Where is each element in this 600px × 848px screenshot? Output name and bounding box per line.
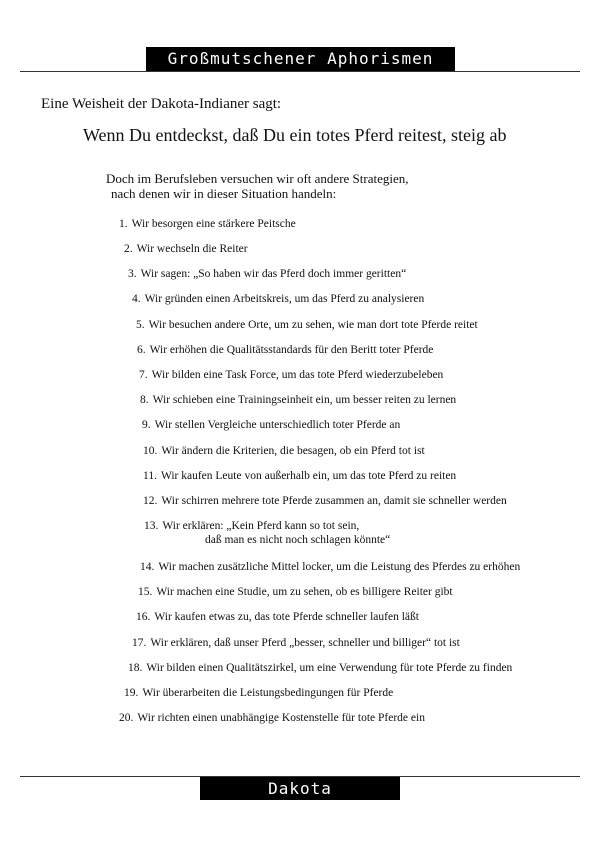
item-text: Wir überarbeiten die Leistungsbedingungen für Pferde	[142, 687, 394, 699]
footer-title: Dakota	[200, 777, 400, 800]
list-item	[132, 636, 460, 650]
item-text: Wir stellen Vergleiche unterschiedlich toter Pferde an	[154, 419, 401, 431]
page-title: Großmutschener Aphorismen	[146, 47, 455, 71]
list-item	[140, 393, 456, 407]
list-item	[119, 217, 296, 231]
item-text: Wir machen eine Studie, um zu sehen, ob es billigere Reiter gibt	[156, 586, 453, 598]
list-item	[142, 418, 400, 432]
list-item	[144, 519, 390, 547]
item-text: Wir besuchen andere Orte, um zu sehen, wie man dort tote Pferde reitet	[148, 319, 478, 331]
item-text: Wir kaufen Leute von außerhalb ein, um das tote Pferd zu reiten	[160, 470, 457, 482]
list-item	[128, 267, 406, 281]
list-item	[132, 292, 424, 306]
item-number: 17.	[132, 637, 147, 649]
item-number: 2.	[124, 243, 133, 255]
item-text: Wir richten einen unabhängige Kostenstelle für tote Pferde ein	[137, 712, 425, 724]
intro-text: Eine Weisheit der Dakota-Indianer sagt:	[41, 96, 282, 112]
item-text: Wir erklären, daß unser Pferd „besser, schneller und billiger“ tot ist	[150, 637, 460, 649]
item-text: Wir schirren mehrere tote Pferde zusammen an, damit sie schneller werden	[161, 495, 507, 507]
item-number: 19.	[124, 687, 139, 699]
item-number: 6.	[137, 344, 146, 356]
item-number: 13.	[144, 520, 159, 532]
dakota-saying: Wenn Du entdeckst, daß Du ein totes Pferd reitest, steig ab	[83, 125, 507, 145]
list-item	[143, 469, 456, 483]
item-text: Wir gründen einen Arbeitskreis, um das Pferd zu analysieren	[144, 293, 425, 305]
list-item	[137, 343, 433, 357]
list-item	[128, 661, 512, 675]
lead-line-2: nach denen wir in dieser Situation handeln:	[111, 186, 337, 201]
list-item	[124, 242, 248, 256]
item-text: Wir erhöhen die Qualitätsstandards für den Beritt toter Pferde	[149, 344, 434, 356]
item-text: Wir bilden eine Task Force, um das tote Pferd wiederzubeleben	[151, 369, 444, 381]
item-number: 4.	[132, 293, 141, 305]
item-number: 12.	[143, 495, 158, 507]
header-rule	[20, 71, 580, 72]
list-item	[140, 560, 520, 574]
item-number: 3.	[128, 268, 137, 280]
item-number: 5.	[136, 319, 145, 331]
item-number: 16.	[136, 611, 151, 623]
item-text: Wir machen zusätzliche Mittel locker, um die Leistung des Pferdes zu erhöhen	[158, 561, 521, 573]
list-item	[143, 494, 507, 508]
item-number: 15.	[138, 586, 153, 598]
item-number: 1.	[119, 218, 128, 230]
item-text: Wir sagen: „So haben wir das Pferd doch immer geritten“	[140, 268, 407, 280]
item-text: Wir wechseln die Reiter	[136, 243, 248, 255]
item-text: Wir besorgen eine stärkere Peitsche	[131, 218, 296, 230]
list-item	[136, 318, 478, 332]
item-text: Wir bilden einen Qualitätszirkel, um eine Verwendung für tote Pferde zu finden	[146, 662, 513, 674]
list-item	[139, 368, 443, 382]
list-item	[138, 585, 453, 599]
item-number: 18.	[128, 662, 143, 674]
list-item	[119, 711, 425, 725]
list-item	[124, 686, 393, 700]
item-number: 10.	[143, 445, 158, 457]
lead-line-1: Doch im Berufsleben versuchen wir oft andere Strategien,	[106, 171, 409, 186]
item-text-continuation: daß man es nicht noch schlagen könnte“	[205, 534, 391, 546]
item-text: Wir schieben eine Trainingseinheit ein, um besser reiten zu lernen	[152, 394, 457, 406]
item-text: Wir erklären: „Kein Pferd kann so tot sein,	[162, 520, 360, 532]
item-text: Wir ändern die Kriterien, die besagen, ob ein Pferd tot ist	[161, 445, 425, 457]
item-number: 9.	[142, 419, 151, 431]
item-number: 14.	[140, 561, 155, 573]
list-item	[143, 444, 425, 458]
item-number: 20.	[119, 712, 134, 724]
item-number: 8.	[140, 394, 149, 406]
item-number: 7.	[139, 369, 148, 381]
item-text: Wir kaufen etwas zu, das tote Pferde schneller laufen läßt	[154, 611, 419, 623]
list-item	[136, 610, 419, 624]
item-number: 11.	[143, 470, 157, 482]
